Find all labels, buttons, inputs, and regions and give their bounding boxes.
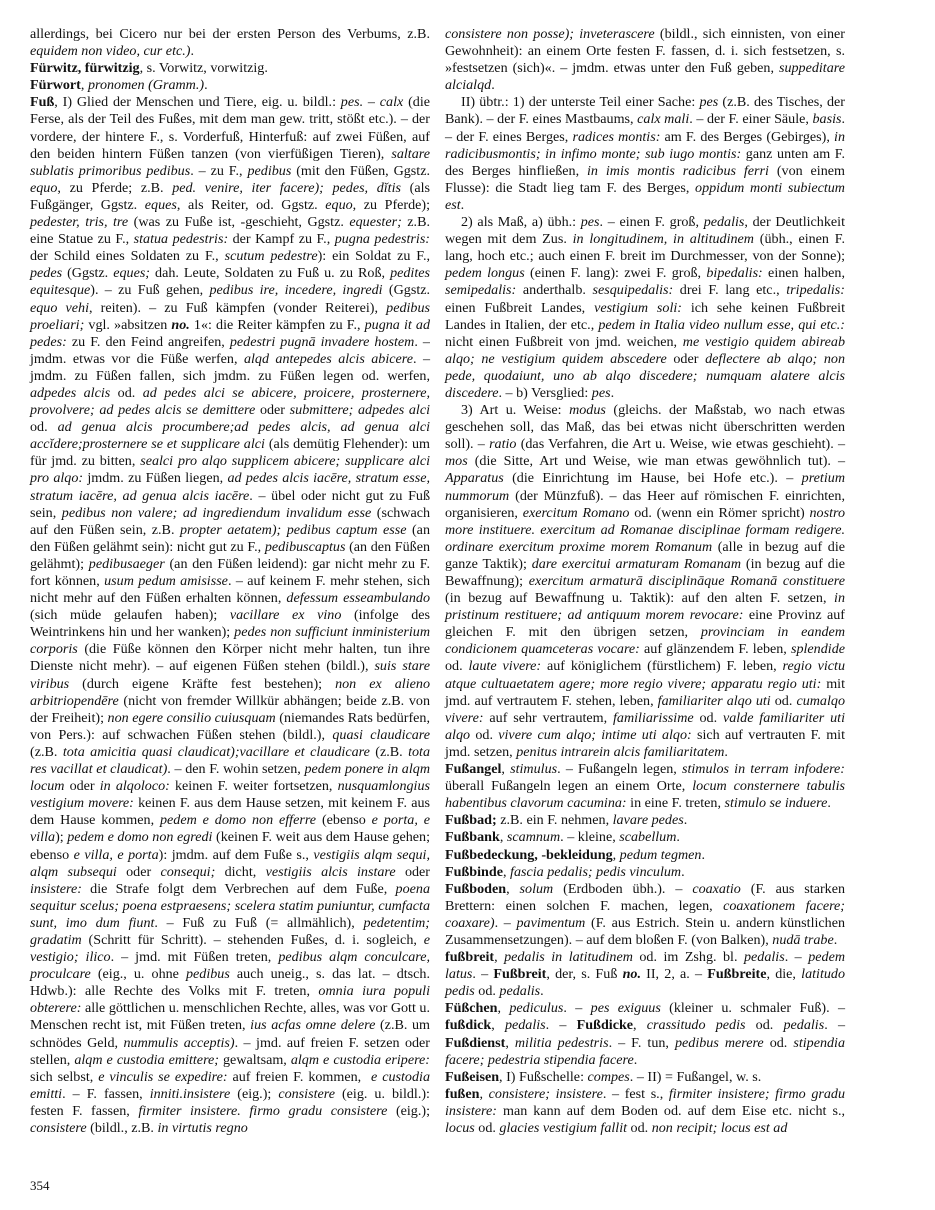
right-paragraph: Fußeisen, I) Fußschelle: compes. – II) = Fußangel, w. s. — [445, 1068, 762, 1085]
right-paragraph: Füßchen, pediculus. – pes exiguus (kleiner u. schmaler Fuß). – fußdick, pedalis. – Fußdicke, crassitudo pedis od. pedalis. – Fußdienst, militia pedestris. – F. tun, pedibus merere od. stipendia facere; pedestria stipendia facere. — [445, 1000, 846, 1068]
left-column — [30, 26, 430, 1137]
right-paragraph: II) übtr.: 1) der unterste Teil einer Sache: pes (z.B. des Tisches, der Bank). – der F. eines Mastbaums, calx mali. – der F. einer Säule, basis. – der F. eines Berges, radices montis: am F. des Berges (Gebirges), in radicibusmontis; in infimo monte; sub iugo montis: ganz unten am F. des Berges hinfließen, in imis montis radicibus ferri (von einem Flusse): die Stadt lieg tam F. des Berges, oppidum monti subiectum est. — [445, 94, 845, 213]
page-number: 354 — [30, 1178, 50, 1193]
right-paragraph: Fußbad; z.B. ein F. nehmen, lavare pedes. — [445, 812, 688, 829]
right-paragraph: fußen, consistere; insistere. – fest s., firmiter insistere; firmo gradu insistere: man kann auf dem Boden od. auf dem Eise etc. nicht s., locus od. glacies vestigium fallit od. non recipit; locus est ad — [445, 1085, 846, 1136]
right-paragraph: consistere non posse); inveterascere (bildl., sich einnisten, von einer Gewohnheit): an einem Orte festen F. fassen, d. i. sich festsetzen, s. »festsetzen (sich)«. – jmdm. etwas unter den Fuß geben, suppeditare alcialqd. — [445, 26, 845, 94]
left-paragraph: Fürwort, pronomen (Gramm.). — [30, 77, 208, 94]
right-paragraph: Fußbedeckung, -bekleidung, pedum tegmen. — [445, 846, 705, 863]
right-paragraph: Fußangel, stimulus. – Fußangeln legen, stimulos in terram infodere: überall Fußangeln legen an einem Orte, locum consternere tabulis habentibus clavorum cacumina: in eine F. treten, stimulo se induere. — [445, 761, 846, 812]
right-paragraph: 2) als Maß, a) übh.: pes. – einen F. groß, pedalis, der Deutlichkeit wegen mit dem Zus. in longitudinem, in altitudinem (übh., einen F. lang, hoch etc.; auch einen F. breit im Durchmesser, von der Sonne); pedem longus (einen F. lang): zwei F. groß, bipedalis: einen halben, semipedalis: anderthalb. sesquipedalis: drei F. lang etc., tripedalis: einen Fußbreit Landes, vestigium soli: ich sehe keinen Fußbreit Landes in Italien, der etc., pedem in Italia video nullum esse, qui etc.: nicht einen Fußbreit von jmd. weichen, me vestigio quidem abireab alqo; ne vestigium quidem abscedere oder deflectere ab alqo; non pede, quodaiunt, uno ab alqo discedere; numquam alatere alcis discedere. – b) Versglied: pes. — [445, 214, 846, 401]
right-column — [445, 26, 845, 1137]
left-paragraph: allerdings, bei Cicero nur bei der ersten Person des Verbums, z.B. equidem non video, cur etc.). — [30, 26, 430, 60]
left-paragraph: Fürwitz, fürwitzig, s. Vorwitz, vorwitzig. — [30, 60, 268, 77]
right-paragraph: 3) Art u. Weise: modus (gleichs. der Maßstab, wo nach etwas geschehen soll, das Maß, das bei etwas nicht überschritten werden soll). – ratio (das Verfahren, die Art u. Weise, wie etwas geschieht). – mos (die Sitte, Art und Weise, wie man etwas gewöhnlich tut). – Apparatus (die Einrichtung im Hause, bei Hofe etc.). – pretium nummorum (der Münzfuß). – das Heer auf römischen F. einrichten, organisieren, exercitum Romano od. (wenn ein Römer spricht) nostro more instituere. exercitum ad Romanae disciplinae formam redigere. ordinare exercitum proxime morem Romanum (alle in bezug auf die ganze Taktik); dare exercitui armaturam Romanam (in bezug auf die Bewaffnung); exercitum armaturā disciplināque Romanā constituere (in bezug auf Bewaffnung u. Taktik): auf den alten F. setzen, in pristinum restituere; ad antiquum morem revocare: eine Provinz auf gleichen F. mit den übrigen setzen, provinciam in eandem condicionem quamceteras vocare: auf glänzendem F. leben, splendide od. laute vivere: auf königlichem (fürstlichem) F. leben, regio victu atque cultuaetatem agere; more regio vivere; apparatu regio uti: mit jmd. auf vertrautem F. stehen, leben, familiariter alqo uti od. cumalqo vivere: auf sehr vertrautem, familiarissime od. valde familiariter uti alqo od. vivere cum alqo; intime uti alqo: sich auf vertrauten F. mit jmd. setzen, penitus intrarein alcis familiaritatem. — [445, 402, 846, 760]
right-paragraph: Fußboden, solum (Erdboden übh.). – coaxatio (F. aus starken Brettern: einen solchen F. machen, legen, coaxationem facere; coaxare). – pavimentum (F. aus Estrich. Stein u. andern künstlichen Zusammensetzungen). – auf dem bloßen F. (von Balken), nudā trabe. — [445, 880, 846, 948]
right-paragraph: Fußbank, scamnum. – kleine, scabellum. — [445, 829, 680, 846]
right-paragraph: Fußbinde, fascia pedalis; pedis vinculum. — [445, 863, 685, 880]
left-paragraph: Fuß, I) Glied der Menschen und Tiere, eig. u. bildl.: pes. – calx (die Ferse, als der Teil des Fußes, mit dem man gew. tritt, stößt etc.). – der vordere, der hintere F., s. Vorderfuß, Hinterfuß: auf zwei Füßen, auf den beiden hintern Füßen tanzen (von vierfüßigen Tieren), saltare sublatis primoribus pedibus. – zu F., pedibus (mit den Füßen, Ggstz. equo, zu Pferde; z.B. ped. venire, iter facere); pedes, dĭtis (als Fußgänger, Ggstz. eques, als Reiter, od. Ggstz. equo, zu Pferde); pedester, tris, tre (was zu Fuße ist, -geschieht, Ggstz. equester; z.B. eine Statue zu F., statua pedestris: der Kampf zu F., pugna pedestris: der Schild eines Soldaten zu F., scutum pedestre): ein Soldat zu F., pedes (Ggstz. eques; dah. Leute, Soldaten zu Fuß u. zu Roß, pedites equitesque). – zu Fuß gehen, pedibus ire, incedere, ingredi (Ggstz. equo vehi, reiten). – zu Fuß kämpfen (vonder Reiterei), pedibus proeliari; vgl. »absitzen no. 1«: die Reiter kämpfen zu F., pugna it ad pedes: zu F. den Feind angreifen, pedestri pugnā invadere hostem. – jmdm. etwas vor die Füße werfen, alqd antepedes alcis abicere. – jmdm. zu Füßen fallen, sich jmdm. zu Füßen legen od. werfen, adpedes alcis od. ad pedes alci se abicere, proicere, prosternere, provolvere; ad pedes alcis se demittere oder submittere; adpedes alci od. ad genua alcis procumbere;ad pedes alcis, ad genua alci accĭdere;prosternere se et supplicare alci (als demütig Flehender): um für jmd. zu bitten, sealci pro alqo supplicem abicere; supplicare alci pro alqo: jmdm. zu Füßen liegen, ad pedes alcis iacēre, stratum esse, stratum iacēre, ad genua alcis iacēre. – übel oder nicht gut zu Fuß sein, pedibus non valere; ad ingrediendum invalidum esse (schwach auf den Füßen sein, z.B. propter aetatem); pedibus captum esse (an den Füßen gelähmt sein): nicht gut zu F., pedibuscaptus (an den Füßen gelähmt); pedibusaeger (an den Füßen leidend): gar nicht mehr zu F. fort können, usum pedum amisisse. – auf keinem F. mehr stehen, sich nicht mehr auf den Füßen erhalten können, defessum esseambulando (sich müde gelaufen haben); vacillare ex vino (infolge des Weintrinkens hin und her wanken); pedes non sufficiunt inministerium corporis (die Füße können den Körper nicht mehr halten, tun ihre Dienste nicht mehr). – auf eigenen Füßen stehen (bildl.), suis stare viribus (durch eigene Kräfte fest bestehen); non ex alieno arbitriopendēre (nicht von fremder Willkür abhängen; beide z.B. von der Freiheit); non egere consilio cuiusquam (niemandes Rats bedürfen, von Pers.): auf schwachen Füßen stehen (bildl.), quasi claudicare (z.B. tota amicitia quasi claudicat);vacillare et claudicare (z.B. tota res vacillat et claudicat). – den F. wohin setzen, pedem ponere in alqm locum oder in alqoloco: keinen F. weiter fortsetzen, nusquamlongius vestigium movere: keinen F. aus dem Hause setzen, mit keinem F. aus dem Hause kommen, pedem e domo non efferre (ebenso e porta, e villa); pedem e domo non egredi (keinen F. weit aus dem Hause gehen; ebenso e villa, e porta): jmdm. auf dem Fuße s., vestigiis alqm sequi, alqm subsequi oder consequi; dicht, vestigiis alcis instare oder insistere: die Strafe folgt dem Verbrechen auf dem Fuße, poena sequitur scelus; poena estpraesens; scelera statim puniuntur, cumfacta sunt, imo dum fiunt. – Fuß zu Fuß (= allmählich), pedetentim; gradatim (Schritt für Schritt). – stehenden Fußes, d. i. sogleich, e vestigio; ilico. – jmd. mit Füßen treten, pedibus alqm conculcare, proculcare (eig., u. ohne pedibus auch uneig., s. das lat. – dtsch. Hdwb.): alle Rechte des Volks mit F. treten, omnia iura populi obterere: alle göttlichen u. menschlichen Rechte, alles, was vor Gott u. Menschen recht ist, mit Füßen treten, ius acfas omne delere (z.B. um schnödes Geld, nummulis acceptis). – jmd. auf freien F. setzen oder stellen, alqm e custodia emittere; gewaltsam, alqm e custodia eripere: sich selbst, e vinculis se expedire: auf freien F. kommen, e custodia emitti. – F. fassen, inniti.insistere (eig.); consistere (eig. u. bildl.): festen F. fassen, firmiter insistere. firmo gradu consistere (eig.); consistere (bildl., z.B. in virtutis regno — [30, 94, 431, 1136]
right-paragraph: fußbreit, pedalis in latitudinem od. im Zshg. bl. pedalis. – pedem latus. – Fußbreit, der, s. Fuß no. II, 2, a. – Fußbreite, die, latitudo pedis od. pedalis. — [445, 949, 846, 1000]
